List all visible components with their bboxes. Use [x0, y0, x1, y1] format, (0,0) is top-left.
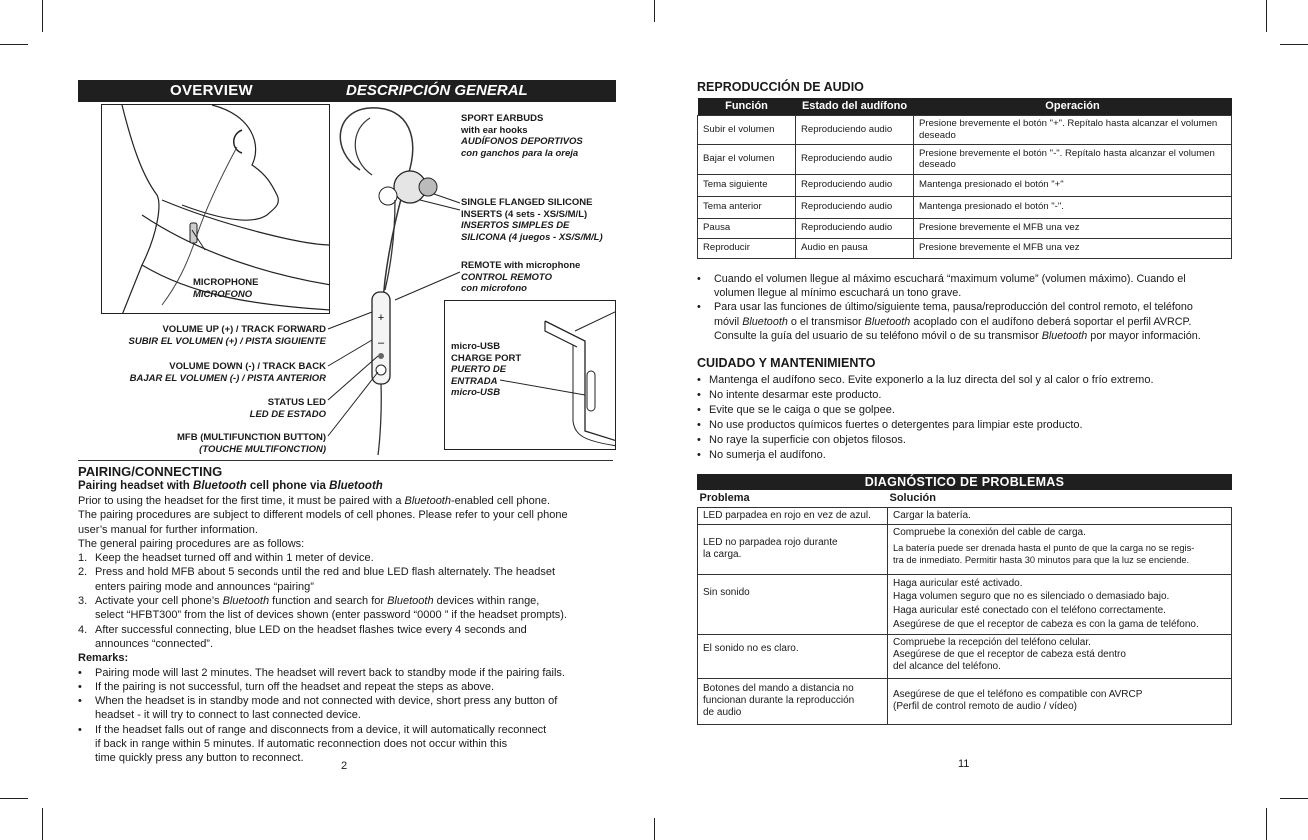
list-item: • No raye la superficie con objetos filosos. [697, 434, 906, 446]
table-row [698, 115, 1232, 144]
crop-mark [0, 798, 28, 799]
label-volume-down: VOLUME DOWN (-) / TRACK BACK BAJAR EL VOLUMEN (-) / PISTA ANTERIOR [129, 361, 326, 384]
table-cell: Haga auricular esté activado. Haga volumen seguro que no es silenciado o demasiado bajo. Haga auricular esté conectado con el teléfono correctamente. Asegúrese de que el receptor de cabeza es con la gama de teléfono. [888, 574, 1232, 634]
paragraph: Prior to using the headset for the first time, it must be paired with a Bluetooth-enabled cell phone. [78, 495, 551, 507]
table-cell: Reproduciendo audio [796, 174, 914, 196]
care-list [697, 373, 1237, 463]
label-status-led: STATUS LED LED DE ESTADO [249, 397, 326, 420]
table-row [698, 574, 1232, 634]
page-number: 2 [341, 760, 348, 772]
diagnostic-table [697, 490, 1232, 725]
table-cell: LED parpadea en rojo en vez de azul. [698, 507, 888, 524]
paragraph: The pairing procedures are subject to different models of cell phones. Please refer to your cell phone [78, 509, 568, 522]
label-charge-port: micro-USB CHARGE PORT PUERTO DE ENTRADA micro-USB [451, 341, 522, 398]
table-header-row [698, 98, 1232, 115]
table-row [698, 144, 1232, 174]
paragraph: user’s manual for further information. [78, 523, 258, 536]
table-cell: Tema anterior [698, 196, 796, 218]
table-cell: Mantenga presionado el botón "-". [914, 196, 1232, 218]
svg-text:–: – [377, 337, 385, 349]
list-item: • Para usar las funciones de último/siguiente tema, pausa/reproducción del control remoto, el teléfono móvil Bluetooth o el transmisor Bluetooth acoplado con el audífono deberá soportar el perfil AVRCP. Consulte la guía del usuario de su teléfono móvil o de su transmisor Bluetooth por mayor información. [697, 301, 1201, 342]
table-row [698, 174, 1232, 196]
label-sport-earbuds: SPORT EARBUDS with ear hooks AUDÍFONOS DEPORTIVOS con ganchos para la oreja [461, 113, 583, 159]
list-item: • Evite que se le caiga o que se golpee. [697, 404, 895, 416]
column-header: Problema [698, 490, 888, 507]
list-item: • Mantenga el audífono seco. Evite exponerlo a la luz directa del sol y al calor o frío extremo. [697, 374, 1154, 386]
column-header: Estado del audífono [796, 98, 914, 115]
table-cell: Asegúrese de que el teléfono es compatible con AVRCP (Perfil de control remoto de audio / vídeo) [888, 678, 1232, 724]
list-item: • If the headset falls out of range and disconnects from a device, it will automatically reconnect if back in range within 5 minutes. If automatic reconnection does not occur within this time quickly press any button to reconnect. [78, 723, 547, 765]
pairing-heading: PAIRING/CONNECTING [78, 464, 223, 479]
table-cell: Compruebe la recepción del teléfono celular. Asegúrese de que el receptor de cabeza está dentro del alcance del teléfono. [888, 634, 1232, 678]
overview-title-en: OVERVIEW [170, 82, 253, 99]
table-cell: Reproducir [698, 238, 796, 258]
care-heading: CUIDADO Y MANTENIMIENTO [697, 356, 876, 370]
table-cell: Presione brevemente el MFB una vez [914, 218, 1232, 238]
list-item: 4. After successful connecting, blue LED on the headset flashes twice every 4 seconds and announces “connected”. [78, 623, 527, 650]
column-header: Solución [888, 490, 1232, 507]
crop-mark [1280, 44, 1308, 45]
table-row [698, 218, 1232, 238]
list-item: • No intente desarmar este producto. [697, 389, 882, 401]
crop-mark [42, 0, 43, 32]
list-item: • If the pairing is not successful, turn off the headset and repeat the steps as above. [78, 680, 495, 693]
table-cell: Presione brevemente el botón "+". Repítalo hasta alcanzar el volumen deseado [914, 115, 1232, 144]
column-header: Función [698, 98, 796, 115]
table-cell: Botones del mando a distancia no funcionan durante la reproducción de audio [698, 678, 888, 724]
table-row [698, 238, 1232, 258]
table-cell: LED no parpadea rojo durante la carga. [698, 524, 888, 574]
overview-header [78, 80, 616, 102]
table-row [698, 634, 1232, 678]
diagnostic-header: DIAGNÓSTICO DE PROBLEMAS [697, 474, 1232, 490]
table-cell: Audio en pausa [796, 238, 914, 258]
list-item: 3. Activate your cell phone’s Bluetooth function and search for Bluetooth devices within range, select “HFBT300” from the list of devices shown (enter password “0000 ” if the headset prompts). [78, 595, 567, 622]
table-cell: Sin sonido [698, 574, 888, 634]
table-cell: Bajar el volumen [698, 144, 796, 174]
label-mfb: MFB (MULTIFUNCTION BUTTON) (TOUCHE MULTIFONCTION) [177, 432, 326, 455]
svg-text:+: + [377, 312, 385, 324]
page-number: 11 [958, 758, 970, 770]
label-remote: REMOTE with microphone CONTROL REMOTO con microfono [461, 260, 581, 294]
paragraph: The general pairing procedures are as follows: [78, 537, 305, 550]
pairing-subheading: Pairing headset with Bluetooth cell phone via Bluetooth [78, 480, 383, 492]
audio-heading: REPRODUCCIÓN DE AUDIO [697, 80, 864, 94]
overview-title-es: DESCRIPCIÓN GENERAL [346, 82, 528, 99]
table-cell: Tema siguiente [698, 174, 796, 196]
table-row [698, 507, 1232, 524]
list-item: 2. Press and hold MFB about 5 seconds until the red and blue LED flash alternately. The headset enters pairing mode and announces “pairing” [78, 566, 556, 593]
table-cell: Mantenga presionado el botón "+" [914, 174, 1232, 196]
table-cell: Reproduciendo audio [796, 196, 914, 218]
table-cell: Cargar la batería. [888, 507, 1232, 524]
crop-mark [654, 0, 655, 22]
list-item: 1. Keep the headset turned off and within 1 meter of device. [78, 552, 374, 565]
list-item: • When the headset is in standby mode and not connected with device, short press any button of headset - it will try to connect to last connected device. [78, 695, 558, 722]
crop-mark [1266, 808, 1267, 840]
table-cell: Subir el volumen [698, 115, 796, 144]
list-item: • No use productos químicos fuertes o detergentes para limpiar este producto. [697, 419, 1083, 431]
audio-table [697, 98, 1232, 259]
table-row [698, 196, 1232, 218]
table-cell: Pausa [698, 218, 796, 238]
table-header-row [698, 490, 1232, 507]
crop-mark [654, 818, 655, 840]
crop-mark [0, 44, 28, 45]
crop-mark [1266, 0, 1267, 32]
section-divider [78, 460, 613, 461]
table-cell: Reproduciendo audio [796, 144, 914, 174]
table-cell: Compruebe la conexión del cable de carga. La batería puede ser drenada hasta el punto de que la carga no se regis- tra de inmediato. Permitir hasta 30 minutos para que la luz se enciende. [888, 524, 1232, 574]
crop-mark [42, 808, 43, 840]
table-cell: El sonido no es claro. [698, 634, 888, 678]
table-cell: Presione brevemente el MFB una vez [914, 238, 1232, 258]
remarks-heading: Remarks: [78, 652, 129, 665]
crop-mark [1280, 798, 1308, 799]
table-row [698, 524, 1232, 574]
list-item: • Pairing mode will last 2 minutes. The headset will revert back to standby mode if the pairing fails. [78, 666, 565, 679]
label-silicone-inserts: SINGLE FLANGED SILICONE INSERTS (4 sets - XS/S/M/L) INSERTOS SIMPLES DE SILICONA (4 juegos - XS/S/M/L) [461, 197, 603, 243]
pairing-body [78, 494, 618, 766]
table-row [698, 678, 1232, 724]
column-header: Operación [914, 98, 1232, 115]
list-item: • No sumerja el audífono. [697, 449, 826, 461]
table-cell: Reproduciendo audio [796, 218, 914, 238]
audio-notes [697, 272, 1237, 343]
label-volume-up: VOLUME UP (+) / TRACK FORWARD SUBIR EL VOLUMEN (+) / PISTA SIGUIENTE [128, 324, 326, 347]
list-item: • Cuando el volumen llegue al máximo escuchará “maximum volume” (volumen máximo). Cuando el volumen llegue al mínimo escuchará un tono grave. [697, 273, 1186, 300]
table-cell: Reproduciendo audio [796, 115, 914, 144]
label-microphone: MICROPHONE MICROFONO [193, 277, 259, 300]
table-cell: Presione brevemente el botón "-". Repítalo hasta alcanzar el volumen deseado [914, 144, 1232, 174]
